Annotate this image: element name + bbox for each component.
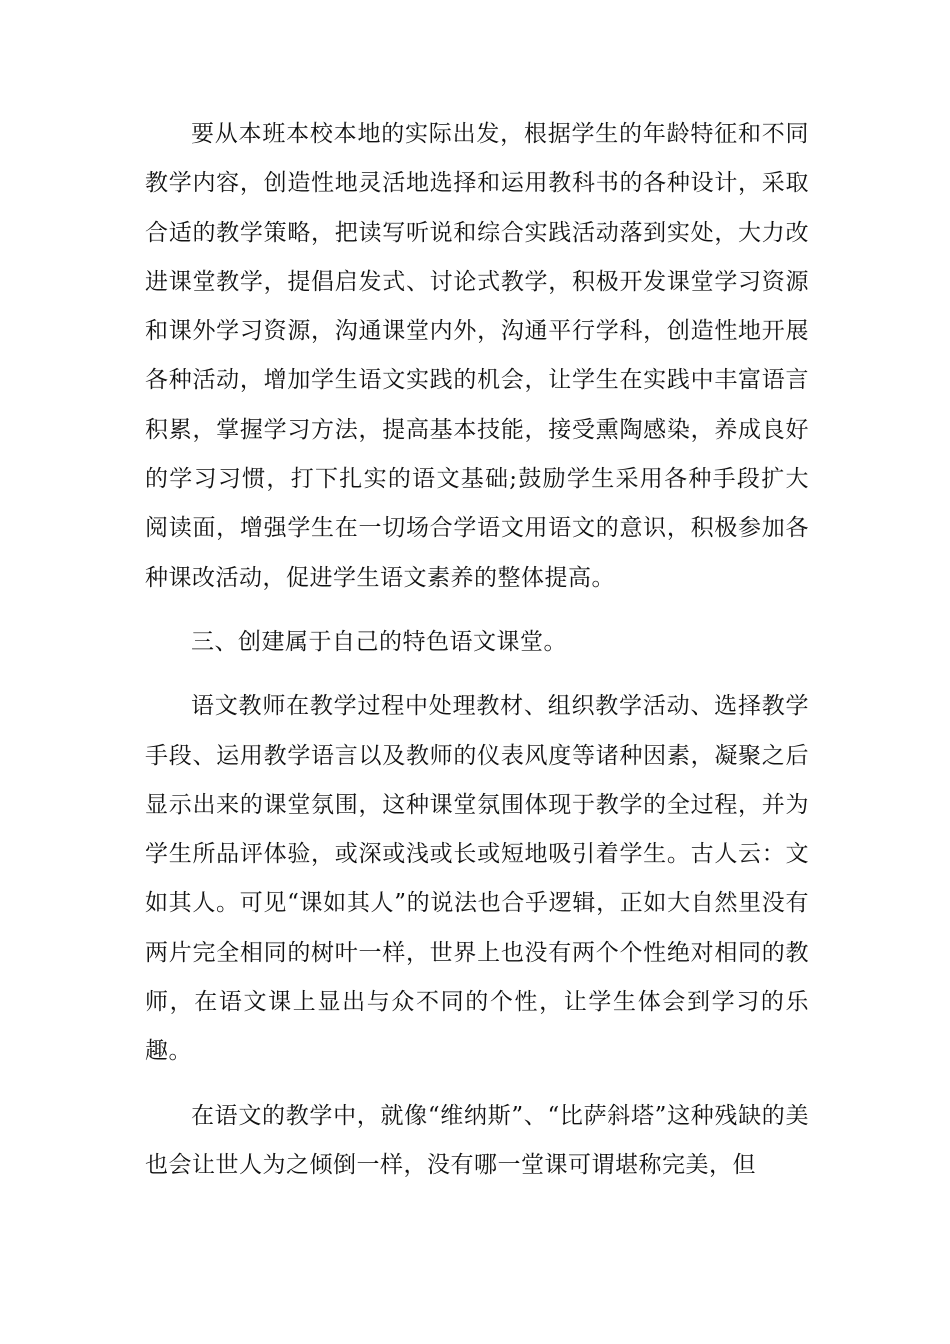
paragraph-1: 要从本班本校本地的实际出发，根据学生的年龄特征和不同教学内容，创造性地灵活地选择和运用教科书的各种设计，采取合适的教学策略，把读写听说和综合实践活动落到实处，大力改进课堂教学，提倡启发式、讨论式教学，积极开发课堂学习资源和课外学习资源，沟通课堂内外，沟通平行学科，创造性地开展各种活动，增加学生语文实践的机会，让学生在实践中丰富语言积累，掌握学习方法，提高基本技能，接受熏陶感染，养成良好的学习习惯，打下扎实的语文基础;鼓励学生采用各种手段扩大阅读面，增强学生在一切场合学语文用语文的意识，积极参加各种课改活动，促进学生语文素养的整体提高。 <box>145 121 809 591</box>
document-body <box>145 110 809 1190</box>
paragraph-2: 语文教师在教学过程中处理教材、组织教学活动、选择教学手段、运用教学语言以及教师的仪表风度等诸种因素，凝聚之后显示出来的课堂氛围，这种课堂氛围体现于教学的全过程，并为学生所品评体验，或深或浅或长或短地吸引着学生。古人云：文如其人。可见“课如其人”的说法也合乎逻辑，正如大自然里没有两片完全相同的树叶一样，世界上也没有两个个性绝对相同的教师，在语文课上显出与众不同的个性，让学生体会到学习的乐趣。 <box>145 693 809 1065</box>
section-heading-3: 三、创建属于自己的特色语文课堂。 <box>191 628 567 655</box>
paragraph-3: 在语文的教学中，就像“维纳斯”、“比萨斜塔”这种残缺的美也会让世人为之倾倒一样，没有哪一堂课可谓堪称完美，但 <box>145 1102 809 1178</box>
